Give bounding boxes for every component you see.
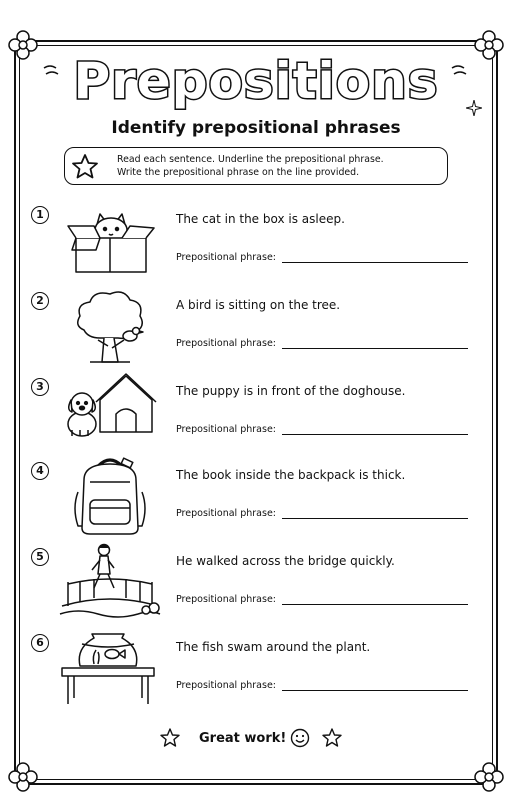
answer-label: Prepositional phrase: xyxy=(176,424,276,435)
instructions-box xyxy=(64,147,448,185)
answer-line[interactable] xyxy=(282,604,468,605)
answer-label: Prepositional phrase: xyxy=(176,680,276,691)
sentence: The cat in the box is asleep. xyxy=(176,212,345,226)
answer-label: Prepositional phrase: xyxy=(176,338,276,349)
puppy-doghouse-icon xyxy=(58,372,162,452)
bird-on-tree-icon xyxy=(58,286,162,366)
flower-icon xyxy=(474,762,504,792)
exercise-item xyxy=(0,200,512,286)
answer-label: Prepositional phrase: xyxy=(176,508,276,519)
item-number: 5 xyxy=(31,548,49,566)
answer-line[interactable] xyxy=(282,434,468,435)
flower-icon xyxy=(474,30,504,60)
page-title xyxy=(60,38,452,118)
footer xyxy=(0,727,512,751)
instruction-line-2: Write the prepositional phrase on the line provided. xyxy=(117,167,360,178)
exercise-item xyxy=(0,286,512,372)
item-number: 4 xyxy=(31,462,49,480)
sentence: A bird is sitting on the tree. xyxy=(176,298,341,312)
sentence: He walked across the bridge quickly. xyxy=(176,554,395,568)
flower-icon xyxy=(8,762,38,792)
item-number: 3 xyxy=(31,378,49,396)
item-number: 1 xyxy=(31,206,49,224)
exercise-item xyxy=(0,372,512,458)
instruction-line-1: Read each sentence. Underline the prepositional phrase. xyxy=(117,154,384,165)
svg-text:Prepositions: Prepositions xyxy=(73,52,439,110)
sentence: The book inside the backpack is thick. xyxy=(176,468,406,482)
item-number: 6 xyxy=(31,634,49,652)
smiley-icon xyxy=(290,728,310,748)
subtitle: Identify prepositional phrases xyxy=(111,118,401,138)
exercise-item xyxy=(0,456,512,542)
exercise-item xyxy=(0,542,512,628)
boy-bridge-icon xyxy=(58,542,162,622)
star-icon xyxy=(160,728,180,748)
sentence: The fish swam around the plant. xyxy=(176,640,371,654)
sentence: The puppy is in front of the doghouse. xyxy=(176,384,406,398)
item-number: 2 xyxy=(31,292,49,310)
fishbowl-icon xyxy=(58,628,162,708)
flower-icon xyxy=(8,30,38,60)
star-icon xyxy=(322,728,342,748)
star-icon xyxy=(71,153,99,181)
answer-line[interactable] xyxy=(282,690,468,691)
answer-line[interactable] xyxy=(282,518,468,519)
answer-line[interactable] xyxy=(282,262,468,263)
answer-label: Prepositional phrase: xyxy=(176,252,276,263)
exercise-item xyxy=(0,628,512,714)
answer-label: Prepositional phrase: xyxy=(176,594,276,605)
answer-line[interactable] xyxy=(282,348,468,349)
sparkle-icon xyxy=(466,100,482,116)
backpack-icon xyxy=(58,456,162,536)
cat-in-box-icon xyxy=(58,200,162,280)
footer-text: Great work! xyxy=(199,731,287,746)
